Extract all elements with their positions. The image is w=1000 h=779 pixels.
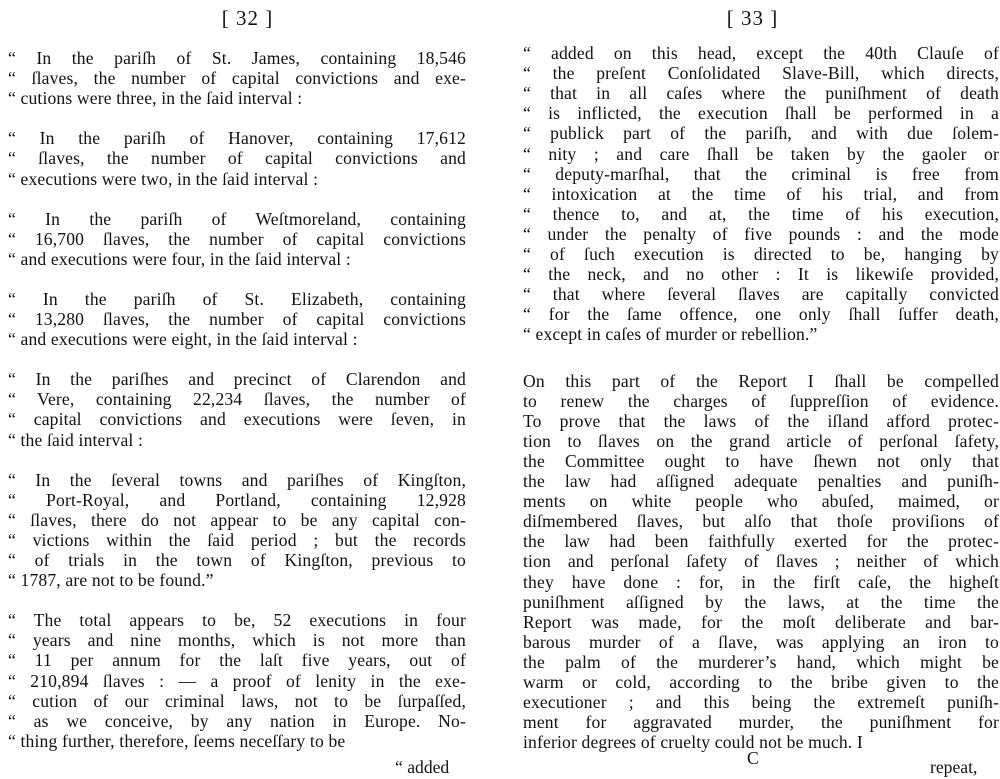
text-line: “ executions were two, in the ſaid interval : xyxy=(8,168,319,189)
text-line: “ of trials in the town of Kingſton, previous to xyxy=(8,550,466,570)
text-line: Report was made, for the moſt deliberate and bar- xyxy=(523,611,999,632)
text-line: “ as we conceive, by any nation in Europe. No- xyxy=(8,710,466,731)
text-line: “ publick part of the pariſh, and with due ſolem- xyxy=(523,123,999,144)
text-line: barous murder of a ſlave, was applying an iron to xyxy=(523,631,999,652)
text-line: “ ſlaves, the number of capital convictions and exe- xyxy=(8,68,466,89)
text-line: On this part of the Report I ſhall be compelled xyxy=(523,370,999,391)
text-line: “ 210,894 ſlaves : — a proof of lenity in the exe- xyxy=(8,670,466,691)
text-line: “ except in caſes of murder or rebellion.” xyxy=(523,324,818,345)
text-line: “ In the pariſh of St. Elizabeth, containing xyxy=(8,288,466,309)
text-line: the Committee ought to have ſhewn not only that xyxy=(523,450,999,471)
text-line: “ thing further, therefore, ſeems neceſſary to be xyxy=(8,730,346,751)
left-page xyxy=(0,0,495,779)
text-line: “ and executions were eight, in the ſaid interval : xyxy=(8,329,358,350)
text-line: “ deputy-marſhal, that the criminal is free from xyxy=(523,163,999,184)
left-page-number: [ 32 ] xyxy=(221,6,274,30)
text-line: “ that in all caſes where the puniſhment of death xyxy=(523,83,999,104)
text-line: “ is inflicted, the execution ſhall be performed in a xyxy=(523,103,999,124)
right-page-number: [ 33 ] xyxy=(726,6,779,30)
text-line: “ 11 per annum for the laſt five years, out of xyxy=(8,650,466,671)
text-line: the law had aſſigned adequate penalties and puniſh- xyxy=(523,471,999,491)
text-line: tion and perſonal ſafety of ſlaves ; neither of which xyxy=(523,551,999,572)
text-line: “ the preſent Conſolidated Slave-Bill, which directs, xyxy=(523,63,999,84)
text-line: “ intoxication at the time of his trial, and from xyxy=(523,183,999,204)
text-line: to renew the charges of ſuppreſſion of evidence. xyxy=(523,390,999,411)
right-catchword: repeat, xyxy=(930,757,978,777)
text-line: “ years and nine months, which is not more than xyxy=(8,630,466,651)
text-line: “ Port-Royal, and Portland, containing 12,928 xyxy=(8,489,466,510)
text-line: “ the neck, and no other : It is likewiſe provided, xyxy=(523,264,999,285)
text-line: “ In the pariſh of Weſtmoreland, containing xyxy=(8,208,466,229)
text-line: “ In the pariſhes and precinct of Clarendon and xyxy=(8,369,466,390)
text-line: “ capital convictions and executions were ſeven, in xyxy=(8,409,466,430)
text-line: warm or cold, according to the bribe given to the xyxy=(523,672,999,692)
text-line: “ cution of our criminal laws, not to be ſurpaſſed, xyxy=(8,690,466,711)
text-line: “ for the ſame offence, one only ſhall ſuffer death, xyxy=(523,304,999,325)
text-line: “ The total appears to be, 52 executions in four xyxy=(8,610,466,631)
text-line: “ 16,700 ſlaves, the number of capital convictions xyxy=(8,228,466,249)
text-line: “ of ſuch execution is directed to be, hanging by xyxy=(523,244,999,264)
text-line: “ added on this head, except the 40th Clauſe of xyxy=(523,43,999,63)
text-line: “ and executions were four, in the ſaid interval : xyxy=(8,248,351,269)
text-line: “ the ſaid interval : xyxy=(8,429,144,450)
text-line: “ In the pariſh of St. James, containing 18,546 xyxy=(8,48,466,68)
text-line: “ victions within the ſaid period ; but the records xyxy=(8,529,466,550)
text-line: To prove that the laws of the iſland afford protec- xyxy=(523,410,999,431)
text-line: “ ſlaves, there do not appear to be any capital con- xyxy=(8,509,466,530)
signature-mark: C xyxy=(747,748,759,768)
text-line: tion to ſlaves on the grand article of perſonal ſafety, xyxy=(523,430,999,451)
text-line: inferior degrees of cruelty could not be much. I xyxy=(523,732,863,753)
text-line: “ Vere, containing 22,234 ſlaves, the number of xyxy=(8,389,466,410)
left-catchword: “ added xyxy=(395,757,450,777)
text-line: “ 1787, are not to be found.” xyxy=(8,570,214,591)
text-line: ment for aggravated murder, the puniſhment for xyxy=(523,712,999,733)
text-line: “ cutions were three, in the ſaid interval : xyxy=(8,88,303,109)
text-line: ments on white people who abuſed, maimed, or xyxy=(523,491,999,512)
text-line: “ that where ſeveral ſlaves are capitally convicted xyxy=(523,284,999,305)
text-line: “ ſlaves, the number of capital convictions and xyxy=(8,148,466,169)
text-line: diſmembered ſlaves, but alſo that thoſe proviſions of xyxy=(523,511,999,532)
text-line: “ under the penalty of five pounds : and the mode xyxy=(523,223,999,244)
text-line: “ nity ; and care ſhall be taken by the gaoler or xyxy=(523,143,999,164)
text-line: “ 13,280 ſlaves, the number of capital convictions xyxy=(8,309,466,329)
text-line: they have done : for, in the firſt caſe, the higheſt xyxy=(523,571,999,592)
text-line: “ In the pariſh of Hanover, containing 17,612 xyxy=(8,128,466,149)
text-line: the law had been faithfully exerted for the protec- xyxy=(523,531,999,552)
text-line: the palm of the murderer’s hand, which might be xyxy=(523,651,999,672)
text-line: “ In the ſeveral towns and pariſhes of Kingſton, xyxy=(8,469,466,490)
right-page xyxy=(505,0,1000,779)
text-line: “ thence to, and at, the time of his execution, xyxy=(523,203,999,224)
text-line: puniſhment aſſigned by the laws, at the time the xyxy=(523,591,999,612)
text-line: executioner ; and this being the extremeſt puniſh- xyxy=(523,692,999,713)
